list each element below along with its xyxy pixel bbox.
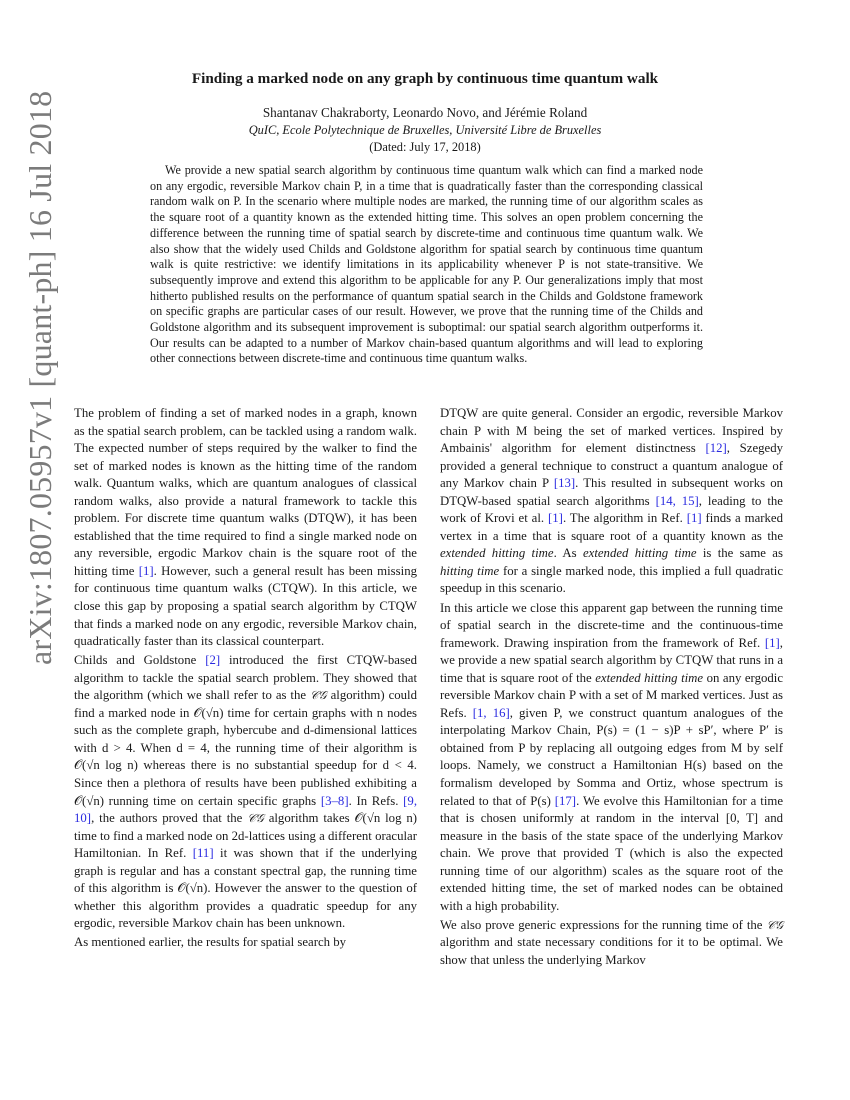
left-column bbox=[74, 405, 417, 953]
citation-link[interactable]: [1] bbox=[548, 511, 563, 526]
citation-link[interactable]: [2] bbox=[205, 653, 221, 668]
paragraph-generic bbox=[440, 917, 783, 970]
paragraph-text: As mentioned earlier, the results for spatial search by bbox=[74, 935, 347, 950]
paragraph-this-article bbox=[440, 600, 783, 916]
paragraph-text: algorithm takes 𝒪(√n log n) time to find a marked node on 2d-lattices using a different oracular Hamiltonian. In Ref. bbox=[74, 811, 418, 861]
citation-link[interactable]: [9, 10] bbox=[74, 793, 418, 826]
citation-link[interactable]: [12] bbox=[705, 441, 727, 456]
paragraph-text: . The algorithm in Ref. bbox=[562, 511, 683, 526]
paragraph-text: DTQW are quite general. Consider an ergodic, reversible Markov chain P with M being the set of marked vertices. Inspired by Ambainis' algorithm for element distinctness bbox=[440, 406, 783, 456]
paragraph-text: on any ergodic reversible Markov chain P with a set of M marked vertices. Just as Refs. bbox=[440, 670, 783, 720]
paragraph-text: The problem of finding a set of marked nodes in a graph, known as the spatial search problem, can be tackled using a random walk. The expected number of steps required by the walker to find the set of marked nodes is known as the hitting time of the random walk. Quantum walks, which are quantum analogues of classical random walks, also provide a natural framework to tackle this problem. For discrete time quantum walks (DTQW), it has been established that the time required to find a single marked node on any reversible, ergodic Markov chain is the square root of the hitting time bbox=[74, 406, 417, 578]
paragraph-text: for a single marked node, this implied a full quadratic speedup in this scenario. bbox=[440, 563, 783, 596]
right-column bbox=[440, 405, 783, 971]
paragraph-text: algorithm and state necessary conditions for it to be optimal. We show that unless the underlying Markov bbox=[440, 935, 783, 967]
citation-link[interactable]: [1, 16] bbox=[472, 705, 510, 720]
paragraph-text: In this article we close this apparent gap between the running time of spatial search in the discrete-time and the continuous-time framework. Drawing inspiration from the framework of Ref. bbox=[440, 600, 783, 650]
citation-link[interactable]: [3–8] bbox=[320, 793, 349, 808]
paragraph-text: , leading to the work of Krovi et al. bbox=[440, 493, 783, 526]
paragraph-text: finds a marked vertex in a time that is square root of a quantity known as the bbox=[440, 511, 783, 543]
paragraph-text: algorithm) could find a marked node in 𝒪(√n) time for certain graphs with n nodes such as the complete graph, hybercube and d-dimensional lattices with d > 4. When d = 4, the running time of their algorithm is 𝒪(√n log n) whereas there is no substantial speedup for d < 4. Since then a plethora of results have been published exhibiting a 𝒪(√n) running time on certain specific graphs bbox=[74, 688, 418, 808]
abstract: We provide a new spatial search algorithm by continuous time quantum walk which can find a marked node on any ergodic, reversible Markov chain P, in a time that is quadratically faster than the corresponding classical random walk on P. In the scenario where multiple nodes are marked, the running time of our algorithm scales as the square root of a quantity known as the extended hitting time. This solves an open problem concerning the difference between the running time of spatial search by discrete-time and continuous time quantum walk. We also show that the widely used Childs and Goldstone algorithm for spatial search by continuous time quantum walk is quite restrictive: we identify limitations in its applicability whenever P is not state-transitive. We subsequently improve and extend this algorithm to be applicable for any P. Our generalizations imply that most hitherto published results on the performance of quantum spatial search in the Childs and Goldstone framework on specific graphs are particular cases of our result. However, we prove that the running time of the Childs and Goldstone algorithm and its subsequent improvement is suboptimal: our spatial search algorithm outperforms it. Our results can be adapted to a number of Markov chain-based quantum algorithms and will lead to exploring other connections between discrete-time and continuous time quantum walks. bbox=[150, 163, 703, 366]
paper-title: Finding a marked node on any graph by continuous time quantum walk bbox=[191, 70, 659, 87]
paper-date: (Dated: July 17, 2018) bbox=[369, 140, 481, 154]
paragraph-dtqw bbox=[440, 405, 783, 598]
paragraph-text: is the same as bbox=[702, 546, 783, 561]
paragraph-text: We also prove generic expressions for the running time of the bbox=[440, 917, 763, 932]
paragraph-text: . However, such a general result has been missing for continuous time quantum walks (CTQW). In this article, we close this gap by proposing a spatial search algorithm by CTQW that finds a marked node on any ergodic, reversible Markov chain, quadratically faster than its classical counterpart. bbox=[74, 563, 417, 649]
citation-link[interactable]: [14, 15] bbox=[655, 493, 699, 508]
emphasis-term: extended hitting time bbox=[582, 546, 697, 561]
citation-link[interactable]: [1] bbox=[686, 511, 702, 526]
paragraph-text: , given P, we construct quantum analogues of the interpolating Markov Chain, P(s) = (1 − s)P + sP′, where P′ is obtained from P by replacing all outgoing edges from M by self loops. Namely, we construct a Hamiltonian H(s) based on the formalism developed by Somma and Ortiz, whose spectrum is related to that of P(s) bbox=[440, 705, 783, 808]
paragraph-text: , we provide a new spatial search algorithm by CTQW that runs in a time that is square root of the bbox=[440, 635, 783, 685]
emphasis-term: extended hitting time bbox=[595, 670, 704, 685]
paragraph-text: , the authors proved that the bbox=[91, 811, 243, 826]
citation-link[interactable]: [1] bbox=[764, 635, 780, 650]
paragraph-text: . We evolve this Hamiltonian for a time that is chosen uniformly at random in the interval [0, T] and measure in the basis of the state space of the underlying Markov chain. We prove that provided T (which is also the expected running time of our algorithm) scales as the square root of the extended hitting time, the set of marked nodes can be obtained with a high probability. bbox=[440, 793, 784, 913]
citation-link[interactable]: [11] bbox=[192, 846, 214, 861]
citation-link[interactable]: [13] bbox=[553, 476, 576, 491]
paragraph-text: . This resulted in subsequent works on DTQW-based spatial search algorithms bbox=[440, 476, 783, 508]
cg-symbol: 𝒞𝒢 bbox=[247, 811, 264, 826]
paper-authors: Shantanav Chakraborty, Leonardo Novo, and Jérémie Roland bbox=[262, 105, 588, 120]
emphasis-term: extended hitting time bbox=[440, 546, 554, 561]
cg-symbol: 𝒞𝒢 bbox=[766, 917, 784, 932]
citation-link[interactable]: [17] bbox=[554, 793, 577, 808]
paragraph-text: , Szegedy provided a general technique to construct a quantum analogue of any Markov chain P bbox=[440, 441, 784, 491]
emphasis-term: hitting time bbox=[440, 563, 500, 578]
paragraph-childs-goldstone bbox=[74, 652, 417, 933]
paragraph-text: introduced the first CTQW-based algorithm to tackle the spatial search problem. They showed that the algorithm (which we shall refer to as the bbox=[74, 653, 418, 703]
arxiv-identifier-stamp: arXiv:1807.05957v1 [quant-ph] 16 Jul 2018 bbox=[22, 90, 58, 665]
paragraph-text: . As bbox=[553, 546, 577, 561]
paragraph-text: . In Refs. bbox=[348, 793, 399, 808]
citation-link[interactable]: [1] bbox=[138, 563, 154, 578]
paper-affiliation: QuIC, Ecole Polytechnique de Bruxelles, Université Libre de Bruxelles bbox=[248, 123, 602, 137]
cg-symbol: 𝒞𝒢 bbox=[310, 688, 327, 703]
paragraph-text: Childs and Goldstone bbox=[74, 653, 197, 668]
paragraph-intro bbox=[74, 405, 417, 651]
paragraph-text: it was shown that if the underlying graph is regular and has a constant spectral gap, the running time of this algorithm is 𝒪(√n). However the answer to the question of whether this algorithm provides a quadratic speedup for any ergodic, reversible Markov chain has been unknown. bbox=[74, 846, 418, 931]
